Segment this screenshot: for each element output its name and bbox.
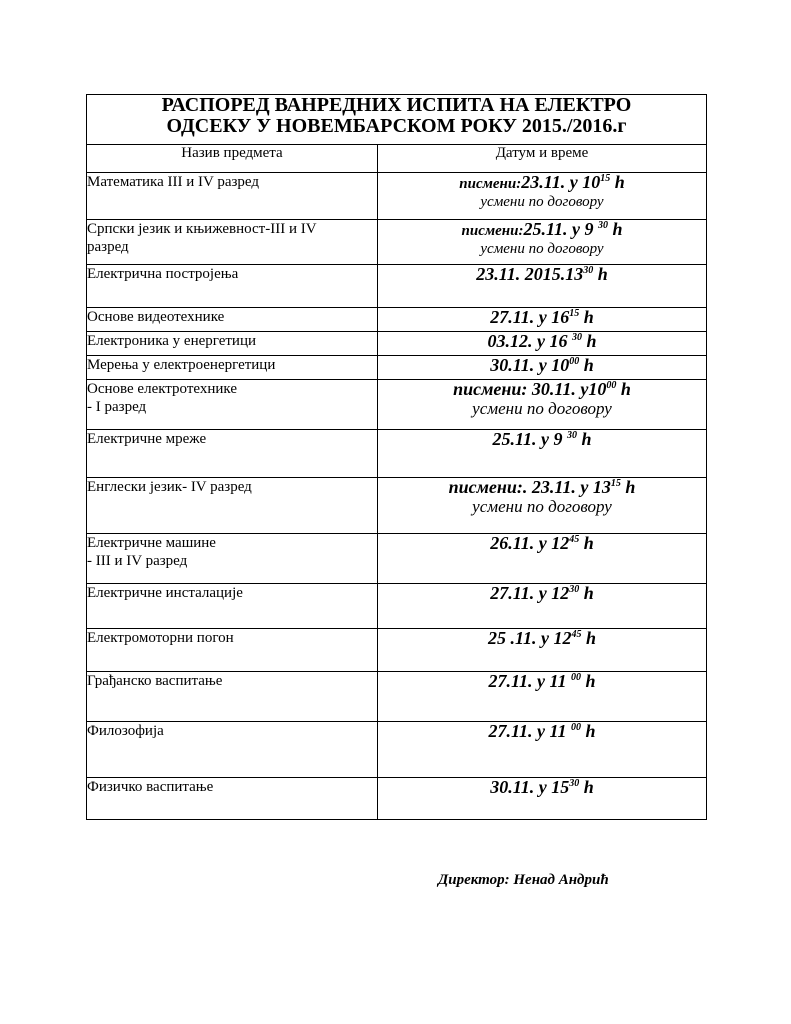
header-row	[87, 145, 707, 173]
table-row	[87, 430, 707, 478]
datetime-cell: 27.11. у 11 $^{00}$ h	[378, 722, 707, 778]
subject-cell: Физичко васпитање	[87, 778, 378, 820]
subject-cell: Математика III и IV разред	[87, 173, 378, 220]
table-row	[87, 629, 707, 672]
datetime-cell: 30.11. у $15^{30}$ h	[378, 778, 707, 820]
table-row	[87, 478, 707, 534]
subject-cell: Основе видеотехнике	[87, 308, 378, 332]
table-row	[87, 672, 707, 722]
table-row	[87, 332, 707, 356]
oral-exam-note: усмени по договору	[472, 399, 612, 418]
subject-cell: Електричне инсталације	[87, 584, 378, 629]
subject-cell: Грађанско васпитање	[87, 672, 378, 722]
table-row	[87, 308, 707, 332]
table-row	[87, 356, 707, 380]
datetime-cell: писмени:. 23.11. у $13^{15}$ h усмени по договору	[378, 478, 707, 534]
subject-cell: Електрична постројења	[87, 265, 378, 308]
subject-cell: Српски језик и књижевност-III и IV разред	[87, 220, 378, 265]
director-signature: Директор: Ненад Андрић	[438, 872, 609, 888]
datetime-cell: 23.11. 2015.13$^{30}$ h	[378, 265, 707, 308]
datetime-cell: 25.11. у 9 $^{30}$ h	[378, 430, 707, 478]
column-header-datetime: Датум и време	[378, 145, 707, 173]
exam-schedule-table	[86, 94, 707, 820]
subject-cell: Електромоторни погон	[87, 629, 378, 672]
title-row	[87, 95, 707, 145]
title-line-2: ОДСЕКУ У НОВЕМБАРСКОМ РОКУ 2015./2016.г	[166, 115, 627, 137]
datetime-cell: писмени:23.11. у $10^{15}$ h усмени по договору	[378, 173, 707, 220]
oral-exam-note: усмени по договору	[480, 194, 604, 210]
table-row	[87, 380, 707, 430]
document-title	[87, 95, 707, 145]
datetime-cell: 26.11. у $12^{45}$ h	[378, 534, 707, 584]
table-row	[87, 265, 707, 308]
subject-cell: Енглески језик- IV разред	[87, 478, 378, 534]
column-header-subject: Назив предмета	[87, 145, 378, 173]
datetime-cell: писмени: 30.11. $у10^{00}$ h усмени по договору	[378, 380, 707, 430]
table-row	[87, 584, 707, 629]
table-row	[87, 220, 707, 265]
table-row	[87, 534, 707, 584]
subject-cell: Електричне машине - III и IV разред	[87, 534, 378, 584]
datetime-cell: 30.11. у $10^{00}$ h	[378, 356, 707, 380]
table-row	[87, 722, 707, 778]
oral-exam-note: усмени по договору	[480, 241, 604, 257]
datetime-cell: 27.11. у 11 $^{00}$ h	[378, 672, 707, 722]
datetime-cell: 27.11. у $12^{30}$ h	[378, 584, 707, 629]
datetime-cell: 03.12. у 16 $^{30}$ h	[378, 332, 707, 356]
subject-cell: Филозофија	[87, 722, 378, 778]
table-row	[87, 173, 707, 220]
datetime-cell: 25 .11. у $12^{45}$ h	[378, 629, 707, 672]
datetime-cell: 27.11. у $16^{15}$ h	[378, 308, 707, 332]
title-line-1: РАСПОРЕД ВАНРЕДНИХ ИСПИТА НА ЕЛЕКТРО	[161, 94, 632, 116]
subject-cell: Основе електротехнике - I разред	[87, 380, 378, 430]
subject-cell: Електричне мреже	[87, 430, 378, 478]
table-row	[87, 778, 707, 820]
subject-cell: Мерења у електроенергетици	[87, 356, 378, 380]
subject-cell: Електроника у енергетици	[87, 332, 378, 356]
oral-exam-note: усмени по договору	[472, 497, 612, 516]
datetime-cell: писмени:25.11. у 9 $^{30}$ h усмени по договору	[378, 220, 707, 265]
